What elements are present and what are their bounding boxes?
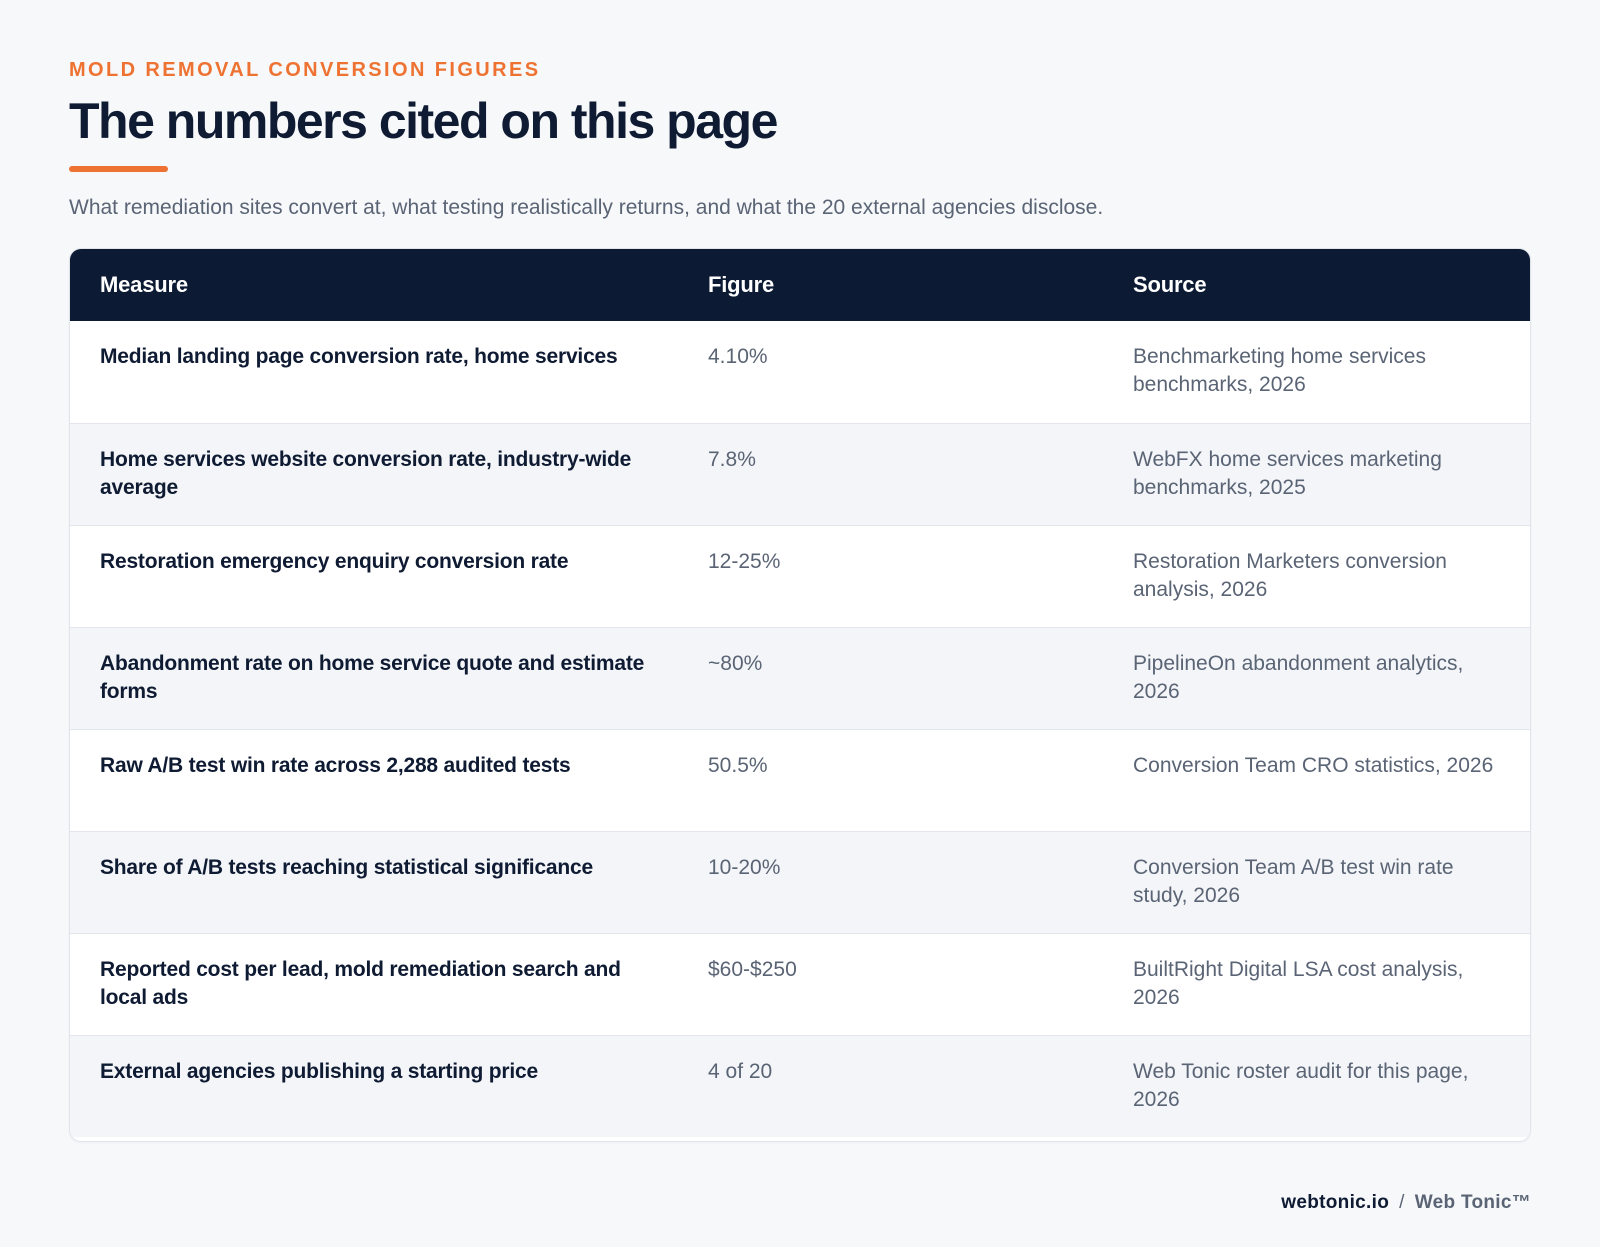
measure-cell: Home services website conversion rate, industry-wide average: [100, 448, 632, 499]
figure-cell: $60-$250: [708, 958, 797, 981]
figure-cell: 12-25%: [708, 550, 781, 573]
figure-cell: ~80%: [708, 652, 763, 675]
figure-cell: 10-20%: [708, 856, 781, 879]
source-cell: WebFX home services marketing benchmarks, 2025: [1133, 448, 1442, 499]
source-cell: Restoration Marketers conversion analysis, 2026: [1133, 550, 1447, 601]
footer-brand: Web Tonic™: [1414, 1192, 1531, 1213]
table-row: [70, 1035, 1530, 1137]
measure-cell: Restoration emergency enquiry conversion rate: [100, 550, 569, 573]
source-cell: BuiltRight Digital LSA cost analysis, 2026: [1133, 958, 1464, 1009]
figure-cell: 4 of 20: [708, 1060, 773, 1083]
page-subtitle: What remediation sites convert at, what testing realistically returns, and what the 20 external agencies disclose.: [69, 196, 1104, 219]
table-row: [70, 525, 1530, 627]
figures-table: [69, 248, 1531, 1142]
source-cell: Benchmarketing home services benchmarks, 2026: [1133, 345, 1426, 396]
table-row: [70, 729, 1530, 831]
table-header: [70, 249, 1530, 321]
measure-cell: Raw A/B test win rate across 2,288 audited tests: [100, 754, 571, 777]
measure-cell: External agencies publishing a starting price: [100, 1060, 538, 1083]
source-cell: Conversion Team A/B test win rate study, 2026: [1133, 856, 1454, 907]
footer-domain: webtonic.io: [1281, 1192, 1390, 1213]
table-row: [70, 423, 1530, 525]
title-underline: [69, 166, 168, 172]
measure-cell: Share of A/B tests reaching statistical significance: [100, 856, 593, 879]
column-header-source: Source: [1133, 272, 1207, 297]
eyebrow-label: MOLD REMOVAL CONVERSION FIGURES: [69, 59, 541, 81]
source-cell: Conversion Team CRO statistics, 2026: [1133, 754, 1494, 777]
footer-credit: [1281, 1192, 1531, 1214]
table-row: [70, 831, 1530, 933]
measure-cell: Abandonment rate on home service quote and estimate forms: [100, 652, 645, 703]
column-header-figure: Figure: [708, 272, 775, 297]
measure-cell: Median landing page conversion rate, home services: [100, 345, 618, 368]
source-cell: PipelineOn abandonment analytics, 2026: [1133, 652, 1464, 703]
footer-separator: /: [1399, 1192, 1405, 1213]
source-cell: Web Tonic roster audit for this page, 2026: [1133, 1060, 1469, 1111]
figure-cell: 4.10%: [708, 345, 768, 368]
table-row: [70, 321, 1530, 423]
figure-cell: 7.8%: [708, 448, 756, 471]
table-row: [70, 627, 1530, 729]
figure-cell: 50.5%: [708, 754, 768, 777]
table-row: [70, 933, 1530, 1035]
column-header-measure: Measure: [100, 272, 188, 297]
page-title: The numbers cited on this page: [69, 93, 777, 149]
measure-cell: Reported cost per lead, mold remediation search and local ads: [100, 958, 621, 1009]
